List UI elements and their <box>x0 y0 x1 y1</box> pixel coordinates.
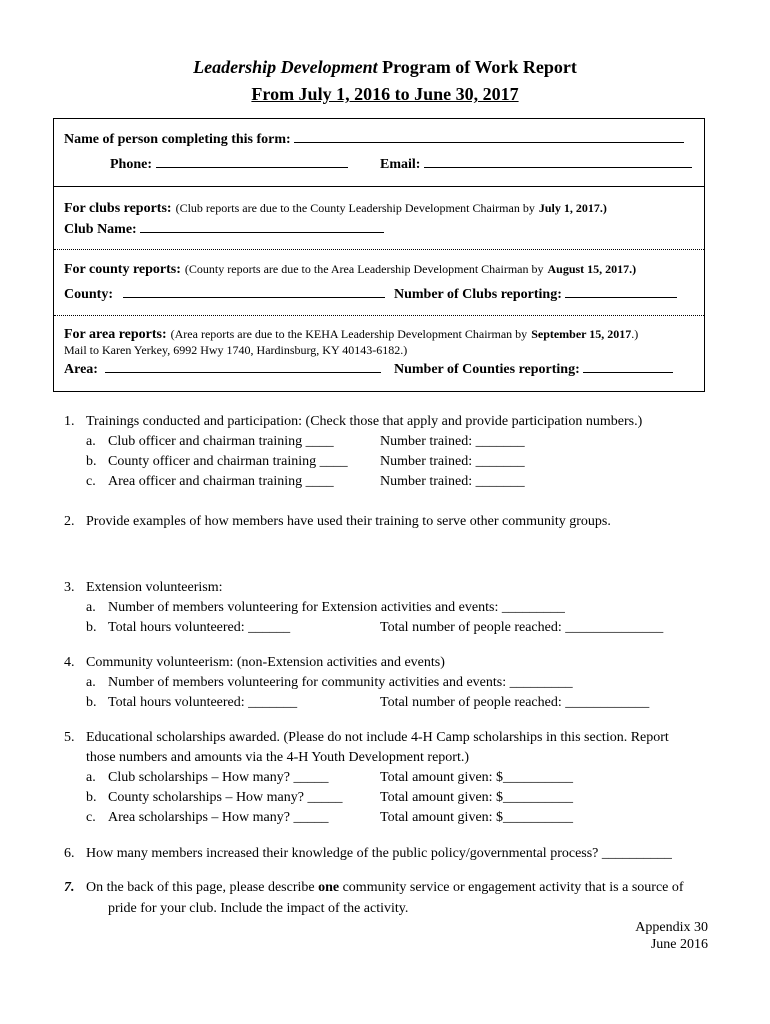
q-number: 7. <box>64 880 75 895</box>
q4-text: Community volunteerism: (non-Extension activities and events) <box>86 655 445 670</box>
phone-label: Phone: <box>110 157 152 172</box>
clubs-reporting-label: Number of Clubs reporting: <box>394 287 562 302</box>
clubs-label: For clubs reports: <box>64 201 172 216</box>
club-name-row <box>64 222 384 238</box>
q4b-text: Total hours volunteered: _______ <box>108 695 298 710</box>
q3b-text: Total hours volunteered: ______ <box>108 620 291 635</box>
q-number: 4. <box>64 655 75 670</box>
q5b-text: County scholarships – How many? _____ <box>108 790 343 805</box>
q4a-text: Number of members volunteering for community activities and events: _________ <box>108 675 573 690</box>
county-label: For county reports: <box>64 262 181 277</box>
q2-text: Provide examples of how members have used their training to serve other community groups. <box>86 514 611 529</box>
q7-text-pre: On the back of this page, please describe <box>86 880 319 895</box>
q5b <box>86 790 342 806</box>
question-3 <box>64 580 222 596</box>
area-note-row <box>64 325 638 343</box>
area-mail: Mail to Karen Yerkey, 6992 Hwy 1740, Hardinsburg, KY 40143-6182.) <box>64 343 408 357</box>
q1a-text: Club officer and chairman training ____ <box>108 434 334 449</box>
q5c <box>86 810 328 826</box>
phone-field[interactable] <box>156 166 348 168</box>
footer-date: June 2016 <box>650 937 708 952</box>
item-letter: a. <box>86 600 96 615</box>
q5b-total: Total amount given: $__________ <box>380 790 574 805</box>
question-5 <box>64 730 669 746</box>
q5a-total: Total amount given: $__________ <box>380 770 574 785</box>
counties-reporting-row <box>394 362 673 378</box>
question-7 <box>64 880 684 896</box>
clubs-reporting-field[interactable] <box>565 296 677 298</box>
item-letter: c. <box>86 474 96 489</box>
question-1 <box>64 414 642 430</box>
email-label: Email: <box>380 157 421 172</box>
q4b <box>86 695 297 711</box>
title-rest: Program of Work Report <box>377 57 577 77</box>
area-note: (Area reports are due to the KEHA Leadership Development Chairman by <box>170 327 528 341</box>
counties-reporting-label: Number of Counties reporting: <box>394 362 580 377</box>
q1b-number-trained: Number trained: _______ <box>380 454 525 469</box>
q-number: 5. <box>64 730 75 745</box>
title-italic: Leadership Development <box>193 57 378 77</box>
q3a-text: Number of members volunteering for Extension activities and events: _________ <box>108 600 565 615</box>
county-row <box>64 287 385 303</box>
q5c-total: Total amount given: $__________ <box>380 810 574 825</box>
item-letter: b. <box>86 695 97 710</box>
q-number: 1. <box>64 414 75 429</box>
item-letter: b. <box>86 790 97 805</box>
item-letter: a. <box>86 675 96 690</box>
q1c <box>86 474 334 490</box>
item-letter: a. <box>86 770 96 785</box>
q1c-text: Area officer and chairman training ____ <box>108 474 334 489</box>
club-name-label: Club Name: <box>64 222 137 237</box>
q1b-text: County officer and chairman training ____ <box>108 454 348 469</box>
q3-text: Extension volunteerism: <box>86 580 223 595</box>
area-field-label: Area: <box>64 362 98 377</box>
q5c-text: Area scholarships – How many? _____ <box>108 810 329 825</box>
divider <box>54 186 704 187</box>
q7-text-post: community service or engagement activity that is a source of <box>339 880 684 895</box>
q5-text: Educational scholarships awarded. (Please do not include 4-H Camp scholarships in this section. Report <box>86 730 669 745</box>
q1a <box>86 434 334 450</box>
counties-reporting-field[interactable] <box>583 371 673 373</box>
q6-text: How many members increased their knowledge of the public policy/governmental process? __________ <box>86 846 672 861</box>
q5a-text: Club scholarships – How many? _____ <box>108 770 329 785</box>
club-name-field[interactable] <box>140 231 384 233</box>
q4a <box>86 675 573 691</box>
appendix-label: Appendix 30 <box>635 920 708 935</box>
county-note-row <box>64 260 636 278</box>
name-label: Name of person completing this form: <box>64 132 291 147</box>
name-field[interactable] <box>294 141 684 143</box>
q5-line2: those numbers and amounts via the 4-H Youth Development report.) <box>86 750 469 765</box>
area-field[interactable] <box>105 371 381 373</box>
q1c-number-trained: Number trained: _______ <box>380 474 525 489</box>
item-letter: c. <box>86 810 96 825</box>
form-box <box>53 118 705 392</box>
q-number: 2. <box>64 514 75 529</box>
phone-row <box>110 157 348 173</box>
q3b <box>86 620 290 636</box>
q1-text: Trainings conducted and participation: (Check those that apply and provide participation numbers.) <box>86 414 643 429</box>
area-row <box>64 362 381 378</box>
area-due: September 15, 2017 <box>531 327 632 341</box>
q5a <box>86 770 328 786</box>
question-2 <box>64 514 611 530</box>
question-4 <box>64 655 445 671</box>
q1b <box>86 454 348 470</box>
area-label: For area reports: <box>64 327 167 342</box>
q4b-right: Total number of people reached: ____________ <box>380 695 650 710</box>
divider <box>54 249 704 250</box>
clubs-note: (Club reports are due to the County Leadership Development Chairman by <box>175 201 535 215</box>
page-title <box>0 57 770 78</box>
county-due: August 15, 2017.) <box>547 262 637 276</box>
county-field-label: County: <box>64 287 114 302</box>
email-field[interactable] <box>424 166 692 168</box>
item-letter: b. <box>86 454 97 469</box>
divider <box>54 315 704 316</box>
q7-line2: pride for your club. Include the impact of the activity. <box>108 901 409 916</box>
name-row <box>64 132 684 148</box>
area-note-end: .) <box>631 327 639 341</box>
q-number: 6. <box>64 846 75 861</box>
q1a-number-trained: Number trained: _______ <box>380 434 525 449</box>
clubs-note-row <box>64 199 607 217</box>
county-field[interactable] <box>123 296 385 298</box>
question-6 <box>64 846 672 862</box>
q-number: 3. <box>64 580 75 595</box>
county-note: (County reports are due to the Area Leadership Development Chairman by <box>184 262 544 276</box>
date-range: From July 1, 2016 to June 30, 2017 <box>251 84 519 104</box>
q7-text-bold: one <box>318 880 340 895</box>
email-row <box>380 157 692 173</box>
item-letter: b. <box>86 620 97 635</box>
q3a <box>86 600 565 616</box>
clubs-due: July 1, 2017.) <box>538 201 607 215</box>
q3b-right: Total number of people reached: ______________ <box>380 620 664 635</box>
item-letter: a. <box>86 434 96 449</box>
clubs-reporting-row <box>394 287 677 303</box>
